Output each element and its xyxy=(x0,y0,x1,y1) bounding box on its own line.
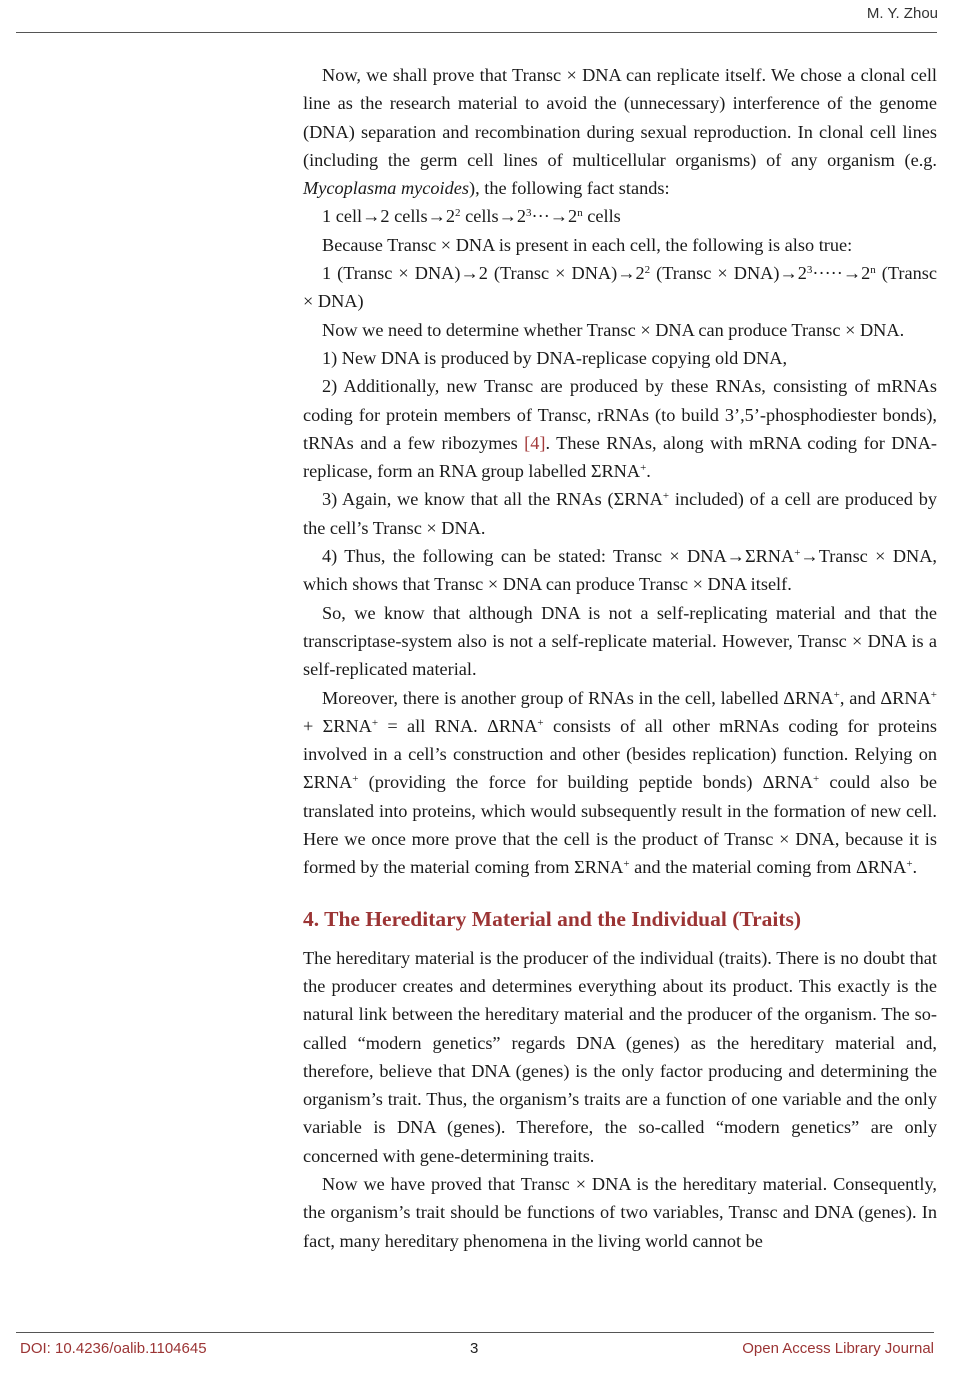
list-item-1: 1) New DNA is produced by DNA-replicase copying old DNA, xyxy=(322,347,788,368)
transc-dna-sequence: 1 (Transc × DNA)→2 (Transc × $DNA)\to 2^2$ (Transc × $DNA)\to 2^3\cdot\cdot\cdot\cdot\cdot\to 2^n$ (Transc × DNA) xyxy=(303,263,937,312)
list-item-3: 3) Again, we know that all the RNAs (ΣRNA+ included) of a cell are produced by the cell’s Transc × DNA. xyxy=(303,489,937,538)
header-rule xyxy=(16,32,937,33)
body-column xyxy=(303,61,937,1255)
paragraph-self-replicated: So, we know that although DNA is not a self-replicating material and that the transcriptase-system also is not a self-replicate material. However, Transc × DNA is a self-replicated material. xyxy=(303,602,937,680)
paragraph-hereditary-producer: The hereditary material is the producer of the individual (traits). There is no doubt that the producer creates and determines everything about its product. This exactly is the natural link between the hereditary material and the producer of the organism. The so-called “modern genetics” regards DNA (genes) as the hereditary material and, therefore, believe that DNA (genes) is the only factor producing and determining the organism’s trait. Thus, the organism’s traits are a function of one variable and the only variable is DNA (genes). Therefore, the so-called “modern genetics” are only concerned with gene-determining traits. xyxy=(303,947,937,1166)
paragraph-determine: Now we need to determine whether Transc × DNA can produce Transc × DNA. xyxy=(322,319,905,340)
header-author: M. Y. Zhou xyxy=(866,5,938,22)
footer-rule xyxy=(16,1332,934,1333)
journal-link[interactable]: Open Access Library Journal xyxy=(742,1340,934,1357)
paragraph-two-variables: Now we have proved that Transc × DNA is the hereditary material. Consequently, the organism’s trait should be functions of two variables, Transc and DNA (genes). In fact, many hereditary phenomena in the living world cannot be xyxy=(303,1173,937,1251)
section-heading: 4. The Hereditary Material and the Individual (Traits) xyxy=(303,906,802,931)
cell-sequence: 1 cell→2 $cells\to 2^2$ $cells\to 2^3\cdot\cdot\cdot\to 2^n$ cells xyxy=(322,206,621,227)
paragraph-clonal-cells: Now, we shall prove that Transc × DNA can replicate itself. We chose a clonal cell line as the research material to avoid the (unnecessary) interference of the genome (DNA) separation and recombination during sexual reproduction. In clonal cell lines (including the germ cell lines of multicellular organisms) of any organism (e.g. Mycoplasma mycoides), the following fact stands: xyxy=(303,65,937,199)
paragraph-transc-present: Because Transc × DNA is present in each cell, the following is also true: xyxy=(322,234,853,255)
page-number: 3 xyxy=(470,1340,479,1357)
reference-link[interactable]: [4] xyxy=(524,432,546,453)
paragraph-delta-rna: Moreover, there is another group of RNAs in the cell, labelled ΔRNA+, and ΔRNA+ + ΣRNA+ = all RNA. ΔRNA+ consists of all other mRNAs coding for proteins involved in a cell’s construction and other (besides replication) function. Relying on ΣRNA+ (providing the force for building peptide bonds) ΔRNA+ could also be translated into proteins, which would subsequently result in the formation of new cell. Here we once more prove that the cell is the product of Transc × DNA, because it is formed by the material coming from ΣRNA+ and the material coming from ΔRNA+. xyxy=(303,687,937,878)
doi-link[interactable]: DOI: 10.4236/oalib.1104645 xyxy=(20,1340,207,1357)
list-item-4: 4) Thus, the following can be stated: Transc × DNA→ΣRNA+→Transc × DNA, which shows that Transc × DNA can produce Transc × DNA itself. xyxy=(303,546,937,595)
list-item-2: 2) Additionally, new Transc are produced by these RNAs, consisting of mRNAs coding for protein members of Transc, rRNAs (to build 3’,5’-phosphodiester bonds), tRNAs and a few ribozymes [4]. These RNAs, along with mRNA coding for DNA-replicase, form an RNA group labelled ΣRNA+. xyxy=(303,376,937,482)
species-name: Mycoplasma mycoides xyxy=(303,178,470,199)
